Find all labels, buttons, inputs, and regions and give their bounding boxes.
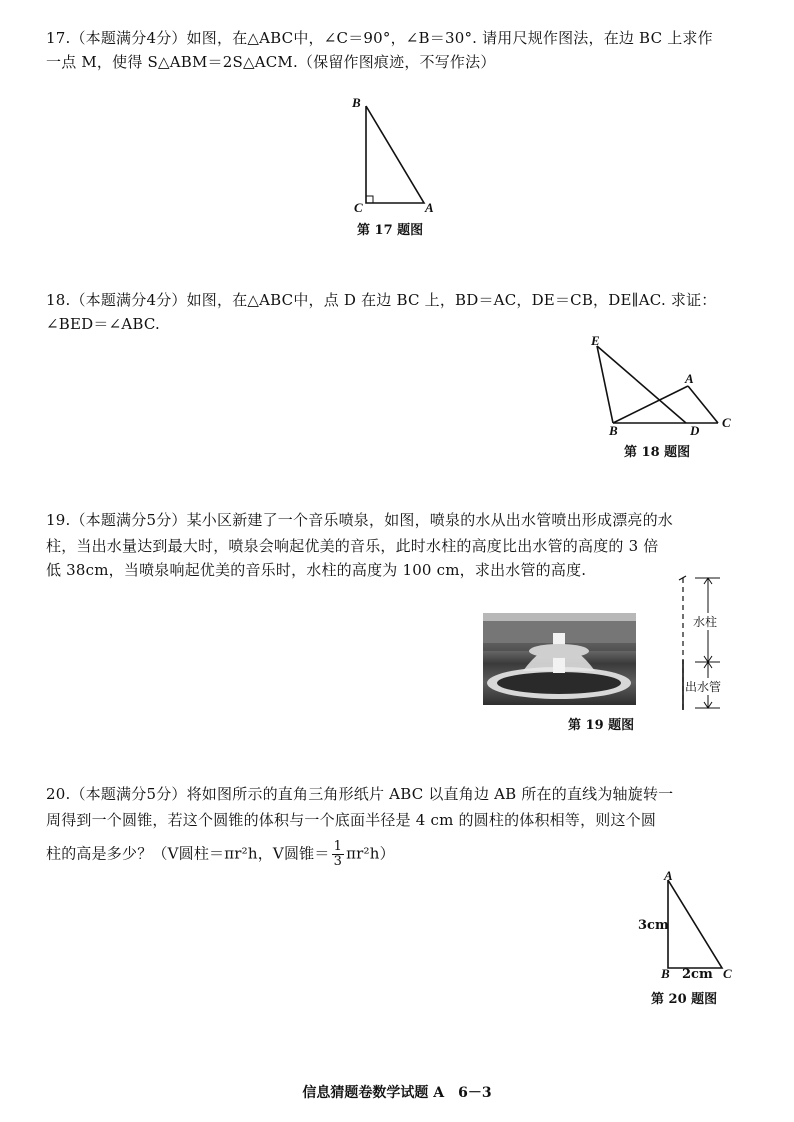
fraction-denominator: 3 (333, 854, 343, 869)
q19-text-line2: 柱，当出水量达到最大时，喷泉会响起优美的音乐，此时水柱的高度比出水管的高度的 3 倍 (46, 537, 659, 555)
q18-label-c: C (722, 415, 731, 430)
q18-label-e: E (591, 333, 600, 348)
q18-figure-caption: 第 18 题图 (624, 445, 691, 460)
q20-label-b: B (661, 966, 670, 981)
q20-text-line1: 20.（本题满分5分）将如图所示的直角三角形纸片 ABC 以直角边 AB 所在的直线为轴旋转一 (46, 785, 674, 803)
q20-text-line2: 周得到一个圆锥，若这个圆锥的体积与一个底面半径是 4 cm 的圆柱的体积相等，则这个圆 (46, 811, 657, 829)
q18-text-line1: 18.（本题满分4分）如图，在△ABC中，点 D 在边 BC 上，BD＝AC，DE＝CB，DE∥AC. 求证： (46, 291, 717, 309)
page-footer: 信息猜题卷数学试题 A 6－3 (302, 1085, 492, 1101)
q20-label-a: A (664, 868, 673, 883)
q17-figure-caption: 第 17 题图 (357, 223, 424, 238)
q17-label-c: C (354, 200, 363, 215)
q17-label-a: A (425, 200, 434, 215)
q20-height-label: 3cm (638, 918, 669, 933)
q17-text-line2: 一点 M，使得 S△ABM＝2S△ACM.（保留作图痕迹，不写作法） (46, 53, 496, 71)
q19-text-line3: 低 38cm，当喷泉响起优美的音乐时，水柱的高度为 100 cm，求出水管的高度. (46, 561, 587, 579)
q20-label-c: C (723, 966, 732, 981)
q20-line3-prefix: 柱的高是多少？（V圆柱＝πr²h，V圆锥＝ (46, 844, 330, 863)
q19-text-line1: 19.（本题满分5分）某小区新建了一个音乐喷泉，如图，喷泉的水从出水管喷出形成漂亮的水 (46, 511, 674, 529)
q18-label-a: A (685, 371, 694, 386)
q19-figure-caption: 第 19 题图 (568, 718, 635, 733)
q17-label-b: B (352, 95, 361, 110)
q18-label-d: D (690, 423, 700, 438)
q20-base-label: 2cm (682, 967, 713, 982)
label-water-column: 水柱 (693, 615, 718, 629)
q18-text-line2: ∠BED＝∠ABC. (46, 315, 160, 333)
q20-line3-suffix: πr²h） (346, 844, 395, 863)
q20-figure-caption: 第 20 题图 (651, 992, 718, 1007)
fraction-numerator: 1 (333, 839, 343, 854)
q17-text-line1: 17.（本题满分4分）如图，在△ABC中，∠C＝90°，∠B＝30°. 请用尺规作图法，在边 BC 上求作 (46, 29, 713, 47)
label-outlet-pipe: 出水管 (685, 680, 722, 694)
q18-label-b: B (609, 423, 618, 438)
